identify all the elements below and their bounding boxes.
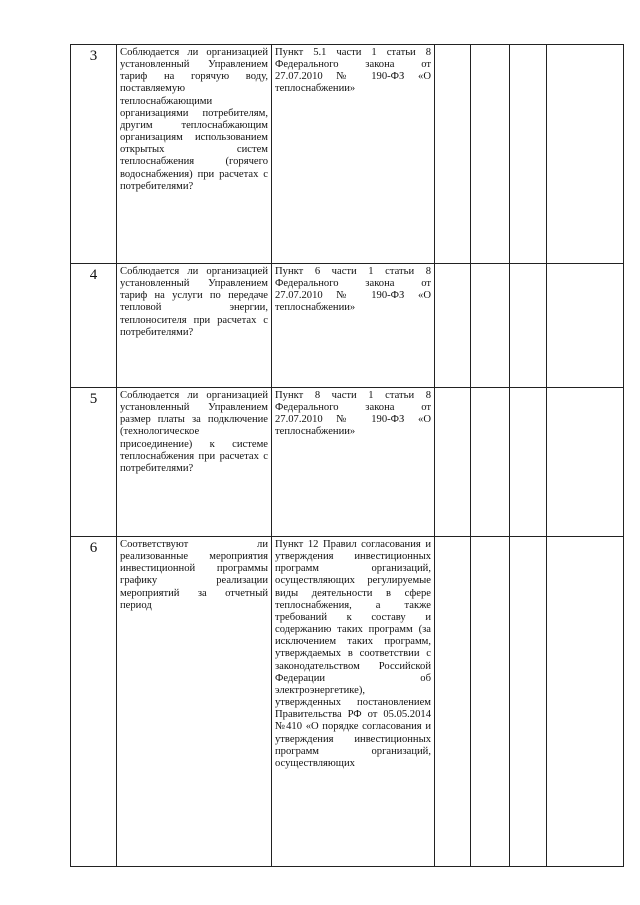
table-row xyxy=(71,45,624,264)
row-number: 3 xyxy=(71,45,117,264)
answer-no-cell xyxy=(471,388,510,537)
row-number: 5 xyxy=(71,388,117,537)
answer-yes-cell xyxy=(435,537,471,867)
answer-na-cell xyxy=(510,264,547,388)
answer-no-cell xyxy=(471,537,510,867)
table-row xyxy=(71,537,624,867)
reference-cell: Пункт 8 части 1 статьи 8 Федерального закона от 27.07.2010 № 190-ФЗ «О теплоснабжении» xyxy=(272,388,435,537)
question-cell: Соответствуют ли реализованные мероприятия инвестиционной программы графику реализации мероприятий за отчетный период xyxy=(117,537,272,867)
row-number: 6 xyxy=(71,537,117,867)
answer-no-cell xyxy=(471,45,510,264)
notes-cell xyxy=(547,264,624,388)
table-row xyxy=(71,264,624,388)
answer-na-cell xyxy=(510,388,547,537)
answer-yes-cell xyxy=(435,264,471,388)
answer-na-cell xyxy=(510,45,547,264)
reference-cell: Пункт 5.1 части 1 статьи 8 Федерального закона от 27.07.2010 № 190-ФЗ «О теплоснабжении» xyxy=(272,45,435,264)
notes-cell xyxy=(547,45,624,264)
answer-yes-cell xyxy=(435,45,471,264)
notes-cell xyxy=(547,537,624,867)
table-row xyxy=(71,388,624,537)
reference-cell: Пункт 12 Правил согласования и утверждения инвестиционных программ организаций, осуществляющих регулируемые виды деятельности в сфере теплоснабжения, а также требований к составу и содержанию таких программ (за исключением таких программ, утверждаемых в соответствии с законодательством Российской Федерации об электроэнергетике), утвержденных постановлением Правительства РФ от 05.05.2014 №410 «О порядке согласования и утверждения инвестиционных программ организаций, осуществляющих xyxy=(272,537,435,867)
checklist-table xyxy=(70,44,624,867)
question-cell: Соблюдается ли организацией установленный Управлением тариф на услуги по передаче тепловой энергии, теплоносителя при расчетах с потребителями? xyxy=(117,264,272,388)
notes-cell xyxy=(547,388,624,537)
answer-no-cell xyxy=(471,264,510,388)
question-cell: Соблюдается ли организацией установленный Управлением тариф на горячую воду, поставляемую теплоснабжающими организациями потребителям, другим теплоснабжающим организациям использованием открытых систем теплоснабжения (горячего водоснабжения) при расчетах с потребителями? xyxy=(117,45,272,264)
answer-na-cell xyxy=(510,537,547,867)
reference-cell: Пункт 6 части 1 статьи 8 Федерального закона от 27.07.2010 № 190-ФЗ «О теплоснабжении» xyxy=(272,264,435,388)
row-number: 4 xyxy=(71,264,117,388)
answer-yes-cell xyxy=(435,388,471,537)
question-cell: Соблюдается ли организацией установленный Управлением размер платы за подключение (технологическое присоединение) к системе теплоснабжения при расчетах с потребителями? xyxy=(117,388,272,537)
